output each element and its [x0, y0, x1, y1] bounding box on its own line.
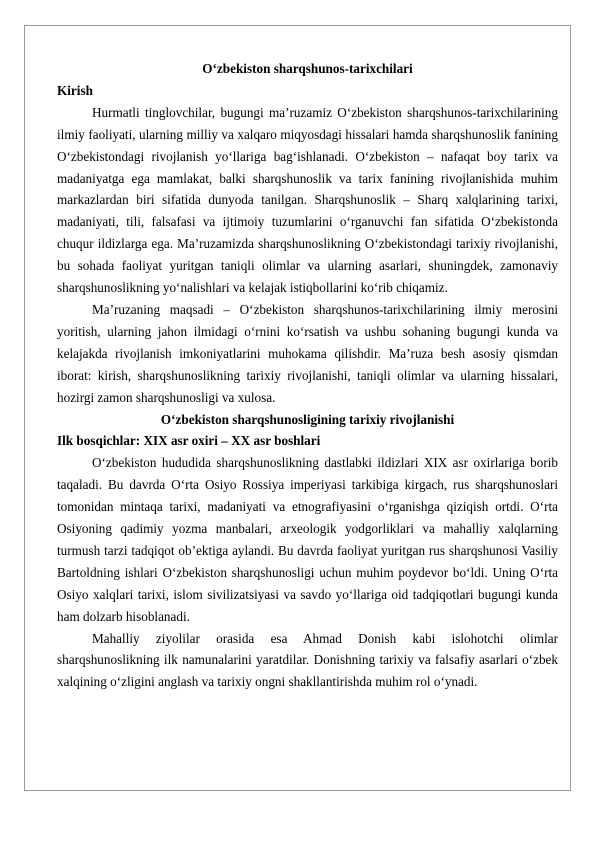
document-body	[57, 58, 558, 693]
intro-paragraph-1: Hurmatli tinglovchilar, bugungi ma’ruzamiz O‘zbekiston sharqshunos-tarixchilarining ilmiy faoliyati, ularning milliy va xalqaro miqyosdagi hissalari hamda sharqshunoslik fanining O‘zbekistondagi rivojlanish yo‘llariga bag‘ishlanadi. O‘zbekiston – nafaqat boy tarix va madaniyatga ega mamlakat, balki sharqshunoslik va tarix fanining rivojlanishida muhim markazlardan biri sifatida dunyoda tanilgan. Sharqshunoslik – Sharq xalqlarining tarixi, madaniyati, tili, falsafasi va ijtimoiy tuzumlarini o‘rganuvchi fan sifatida O‘zbekistonda chuqur ildizlarga ega. Ma’ruzamizda sharqshunoslikning O‘zbekistondagi tarixiy rivojlanishi, bu sohada faoliyat yuritgan taniqli olimlar va ularning asarlari, shuningdek, zamonaviy sharqshunoslikning yo‘nalishlari va kelajak istiqbollarini ko‘rib chiqamiz.	[57, 104, 558, 296]
intro-paragraph-2: Ma’ruzaning maqsadi – O‘zbekiston sharqshunos-tarixchilarining ilmiy merosini yoritish, ularning jahon ilmidagi o‘rnini ko‘rsatish va ushbu sohaning bugungi kunda va kelajakda rivojlanish imkoniyatlarini muhokama qilishdir. Ma’ruza besh asosiy qismdan iborat: kirish, sharqshunoslikning tarixiy rivojlanishi, taniqli olimlar va ularning hissalari, hozirgi zamon sharqshunosligi va xulosa.	[57, 301, 558, 405]
subsection-heading: Ilk bosqichlar: XIX asr oxiri – XX asr boshlari	[57, 433, 321, 449]
section-paragraph-2: Mahalliy ziyolilar orasida esa Ahmad Donish kabi islohotchi olimlar sharqshunoslikning ilk namunalarini yaratdilar. Donishning tarixiy va falsafiy asarlari o‘zbek xalqining o‘zligini anglash va tarixiy ongni shakllantirishda muhim rol o‘ynadi.	[57, 630, 558, 690]
section-paragraph-1: O‘zbekiston hududida sharqshunoslikning dastlabki ildizlari XIX asr oxirlariga borib taqaladi. Bu davrda O‘rta Osiyo Rossiya imperiyasi tarkibiga kirgach, rus sharqshunoslari tomonidan mintaqa tarixi, madaniyati va etnografiyasini o‘rganishga qiziqish ortdi. O‘rta Osiyoning qadimiy yozma manbalari, arxeologik yodgorliklari va mahalliy xalqlarning turmush tarzi tadqiqot ob’ektiga aylandi. Bu davrda faoliyat yuritgan rus sharqshunosi Vasiliy Bartoldning ishlari O‘zbekiston sharqshunosligi uchun muhim poydevor bo‘ldi. Uning O‘rta Osiyo xalqlari tarixi, islom sivilizatsiyasi va savdo yo‘llariga oid tadqiqotlari bugungi kunda ham dolzarb hisoblanadi.	[57, 455, 558, 624]
intro-heading: Kirish	[57, 82, 93, 98]
document-title: O‘zbekiston sharqshunos-tarixchilari	[202, 61, 413, 76]
section-title: O‘zbekiston sharqshunosligining tarixiy rivojlanishi	[160, 411, 455, 427]
